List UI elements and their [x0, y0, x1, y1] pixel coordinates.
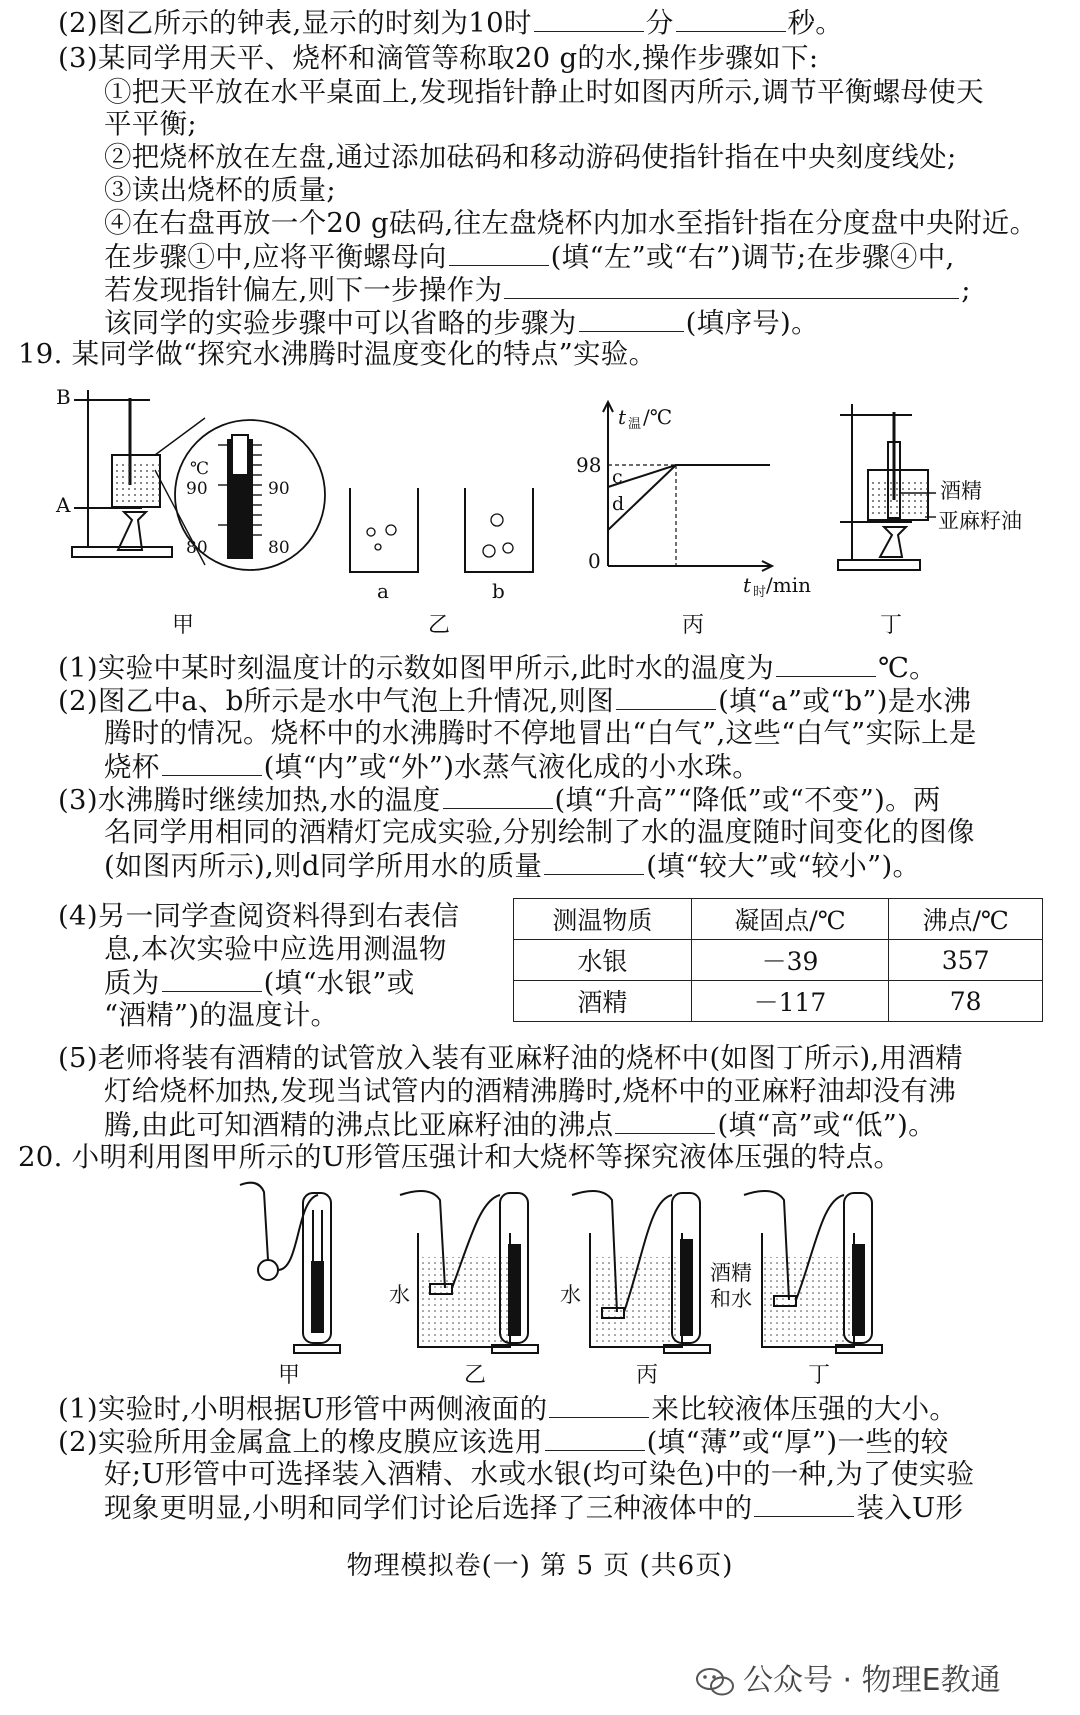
axis-y-t: t	[618, 405, 627, 429]
q20-part1: (1)实验时,小明根据U形管中两侧液面的 来比较液体压强的大小。	[58, 1390, 957, 1427]
page-footer: 物理模拟卷(一) 第 5 页 (共6页)	[346, 1551, 734, 1581]
q19-part1: (1)实验中某时刻温度计的示数如图甲所示,此时水的温度为 ℃。	[58, 649, 937, 686]
q19-part5: (5)老师将装有酒精的试管放入装有亚麻籽油的烧杯中(如图丁所示),用酒精	[58, 1042, 963, 1074]
caption-ding: 丁	[808, 1363, 831, 1388]
label-B: B	[56, 385, 71, 409]
figure-ding-setup	[744, 1191, 882, 1353]
q18-part3-intro: (3)某同学用天平、烧杯和滴管等称取20 g的水,操作步骤如下:	[58, 42, 819, 74]
label-b: b	[492, 579, 505, 603]
table-header: 凝固点/℃	[691, 899, 889, 940]
q20-part2-cont: 好;U形管中可选择装入酒精、水或水银(均可染色)中的一种,为了使实验	[104, 1458, 975, 1490]
label-alcohol-water-1: 酒精	[710, 1261, 752, 1285]
q18-step2: ②把烧杯放在左盘,通过添加砝码和移动游码使指针指在中央刻度线处;	[104, 141, 957, 173]
q19-part5-cont: 灯给烧杯加热,发现当试管内的酒精沸腾时,烧杯中的亚麻籽油却没有沸	[104, 1075, 957, 1107]
figure-yi-setup	[400, 1191, 538, 1353]
axis-y-unit: /℃	[643, 405, 673, 429]
q18-step3: ③读出烧杯的质量;	[104, 174, 336, 206]
label-linseed-oil: 亚麻籽油	[938, 509, 1022, 533]
q19-title: 19. 某同学做“探究水沸腾时温度变化的特点”实验。	[18, 338, 657, 370]
label-alcohol-water-2: 和水	[710, 1287, 752, 1311]
axis-x-unit: /min	[766, 573, 811, 597]
q18-part2: (2)图乙所示的钟表,显示的时刻为10时 分 秒。	[58, 4, 843, 41]
q19-part4: (4)另一同学查阅资料得到右表信	[58, 900, 460, 932]
caption-yi: 乙	[428, 613, 451, 638]
label-alcohol: 酒精	[940, 479, 982, 503]
label-A: A	[56, 493, 71, 517]
q19-part3-cont: 名同学用相同的酒精灯完成实验,分别绘制了水的温度随时间变化的图像	[104, 816, 975, 848]
thermometer-unit: ℃	[190, 459, 210, 479]
tick-80-right: 80	[268, 538, 290, 558]
table-cell: －117	[691, 981, 889, 1022]
q19-part2: (2)图乙中a、b所示是水中气泡上升情况,则图 (填“a”或“b”)是水沸	[58, 682, 971, 719]
q19-part4-cont3: “酒精”)的温度计。	[104, 999, 339, 1031]
q20-title: 20. 小明利用图甲所示的U形管压强计和大烧杯等探究液体压强的特点。	[18, 1141, 902, 1173]
axis-x-sub: 时	[753, 585, 767, 600]
caption-yi: 乙	[464, 1363, 487, 1388]
line-c: c	[612, 466, 623, 488]
q18-step1: ①把天平放在水平桌面上,发现指针静止时如图丙所示,调节平衡螺母使天	[104, 76, 984, 108]
caption-jia: 甲	[172, 613, 195, 638]
watermark-text: 公众号 · 物理E教通	[743, 1663, 1001, 1698]
q18-question-a: 在步骤①中,应将平衡螺母向 (填“左”或“右”)调节;在步骤④中,	[104, 238, 955, 275]
q19-part4-cont: 息,本次实验中应选用测温物	[104, 933, 447, 965]
table-cell: 357	[889, 940, 1043, 981]
q19-part3: (3)水沸腾时继续加热,水的温度 (填“升高”“降低”或“不变”)。两	[58, 781, 941, 818]
q20-part2-cont2: 现象更明显,小明和同学们讨论后选择了三种液体中的 装入U形	[104, 1489, 963, 1526]
figure-bing-setup	[572, 1191, 710, 1353]
table-header: 测温物质	[514, 899, 692, 940]
q19-part2-cont: 腾时的情况。烧杯中的水沸腾时不停地冒出“白气”,这些“白气”实际上是	[104, 717, 977, 749]
table-cell: 78	[889, 981, 1043, 1022]
tick-80-left: 80	[186, 538, 208, 558]
q18-question-c: 该同学的实验步骤中可以省略的步骤为 (填序号)。	[104, 304, 819, 341]
axis-x-t: t	[743, 573, 752, 597]
q19-part5-cont2: 腾,由此可知酒精的沸点比亚麻籽油的沸点 (填“高”或“低”)。	[104, 1106, 936, 1143]
q19-part2-cont2: 烧杯 (填“内”或“外”)水蒸气液化成的小水珠。	[104, 748, 760, 785]
q18-step4: ④在右盘再放一个20 g砝码,往左盘烧杯内加水至指针指在分度盘中央附近。	[104, 207, 1038, 239]
q20-part2: (2)实验所用金属盒上的橡皮膜应该选用 (填“薄”或“厚”)一些的较	[58, 1423, 949, 1460]
caption-bing: 丙	[636, 1363, 659, 1388]
tick-90-left: 90	[186, 479, 208, 499]
caption-jia: 甲	[278, 1363, 301, 1388]
blank[interactable]	[754, 1489, 854, 1517]
tick-98: 98	[576, 453, 602, 477]
q18-step1-cont: 平平衡;	[104, 108, 197, 140]
line-d: d	[612, 493, 625, 515]
axis-y-sub: 温	[628, 417, 642, 432]
table-cell: －39	[691, 940, 889, 981]
label-water-yi: 水	[389, 1283, 410, 1307]
blank[interactable]	[545, 1423, 645, 1451]
label-a: a	[377, 579, 389, 603]
caption-ding: 丁	[880, 613, 903, 638]
table-cell: 酒精	[514, 981, 692, 1022]
label-water-bing: 水	[560, 1283, 581, 1307]
caption-bing: 丙	[682, 613, 705, 638]
watermark	[695, 1655, 1001, 1699]
blank[interactable]	[549, 1390, 649, 1418]
q18-question-b: 若发现指针偏左,则下一步操作为 ;	[104, 271, 971, 308]
wechat-icon	[695, 1667, 735, 1697]
tick-90-right: 90	[268, 479, 290, 499]
table-cell: 水银	[514, 940, 692, 981]
q19-part3-cont2: (如图丙所示),则d同学所用水的质量 (填“较大”或“较小”)。	[104, 847, 920, 884]
table-header: 沸点/℃	[889, 899, 1043, 940]
origin-zero: 0	[588, 549, 601, 573]
figure-jia-u-tube	[240, 1183, 340, 1353]
q19-part4-cont2: 质为 (填“水银”或	[104, 964, 415, 1001]
